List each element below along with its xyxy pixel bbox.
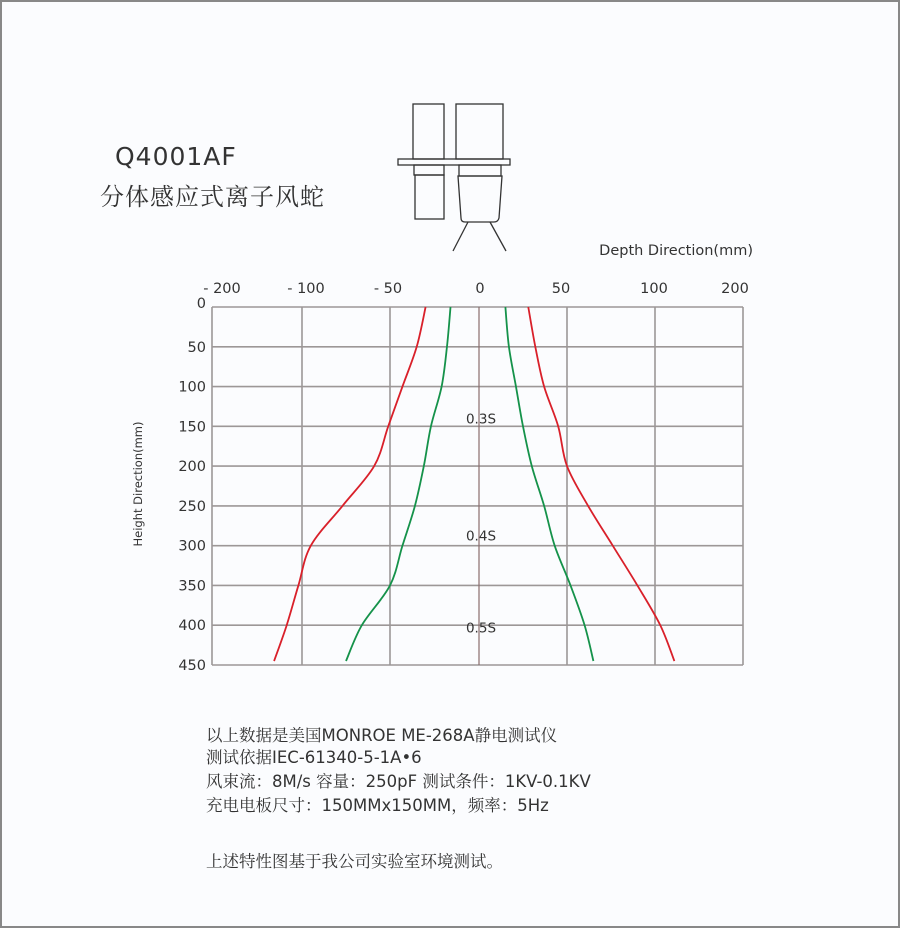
chart-annotations xyxy=(466,411,496,636)
y-tick-label: 450 xyxy=(178,658,206,674)
y-axis-title: Height Direction(mm) xyxy=(131,421,145,547)
curve-outer-right xyxy=(528,307,674,661)
y-tick-label: 250 xyxy=(178,498,206,515)
x-tick-label: - 50 xyxy=(373,281,403,297)
x-tick-label: 100 xyxy=(640,281,668,297)
curve-outer-left xyxy=(274,307,426,661)
note-line-instrument: 以上数据是美国MONROE ME-268A静电测试仪 xyxy=(206,726,558,745)
footer-disclaimer: 上述特性图基于我公司实验室环境测试。 xyxy=(206,852,503,871)
y-tick-label: 0 xyxy=(196,296,206,312)
x-tick-label: - 200 xyxy=(203,281,241,297)
time-annotation: 0.4S xyxy=(465,528,497,545)
time-annotation: 0.3S xyxy=(465,411,497,428)
x-tick-label: 50 xyxy=(551,281,571,297)
model-number: Q4001AF xyxy=(115,142,237,171)
x-tick-label: 0 xyxy=(475,281,485,297)
y-tick-label: 350 xyxy=(178,578,206,595)
y-tick-label: 400 xyxy=(178,618,206,635)
note-line-parameters: 风束流：8M/s 容量：250pF 测试条件：1KV-0.1KV xyxy=(206,772,591,791)
test-conditions xyxy=(206,725,591,817)
x-tick-label: - 100 xyxy=(287,281,325,297)
y-tick-label: 300 xyxy=(178,538,206,555)
curve-inner-right xyxy=(505,307,593,661)
x-axis-title: Depth Direction(mm) xyxy=(599,243,753,259)
x-tick-label: 200 xyxy=(721,281,749,297)
y-tick-label: 100 xyxy=(178,379,206,396)
y-tick-labels xyxy=(178,296,206,674)
product-title: 分体感应式离子风蛇 xyxy=(100,183,325,211)
note-line-plate: 充电电板尺寸：150MMx150MM，频率：5Hz xyxy=(206,796,549,815)
y-tick-label: 150 xyxy=(178,419,206,436)
chart-curves xyxy=(274,307,674,661)
time-annotation: 0.5S xyxy=(465,620,497,637)
x-tick-labels xyxy=(203,281,749,297)
y-tick-label: 200 xyxy=(178,459,206,476)
note-line-standard: 测试依据IEC-61340-5-1A•6 xyxy=(206,748,422,767)
y-tick-label: 50 xyxy=(187,339,206,356)
